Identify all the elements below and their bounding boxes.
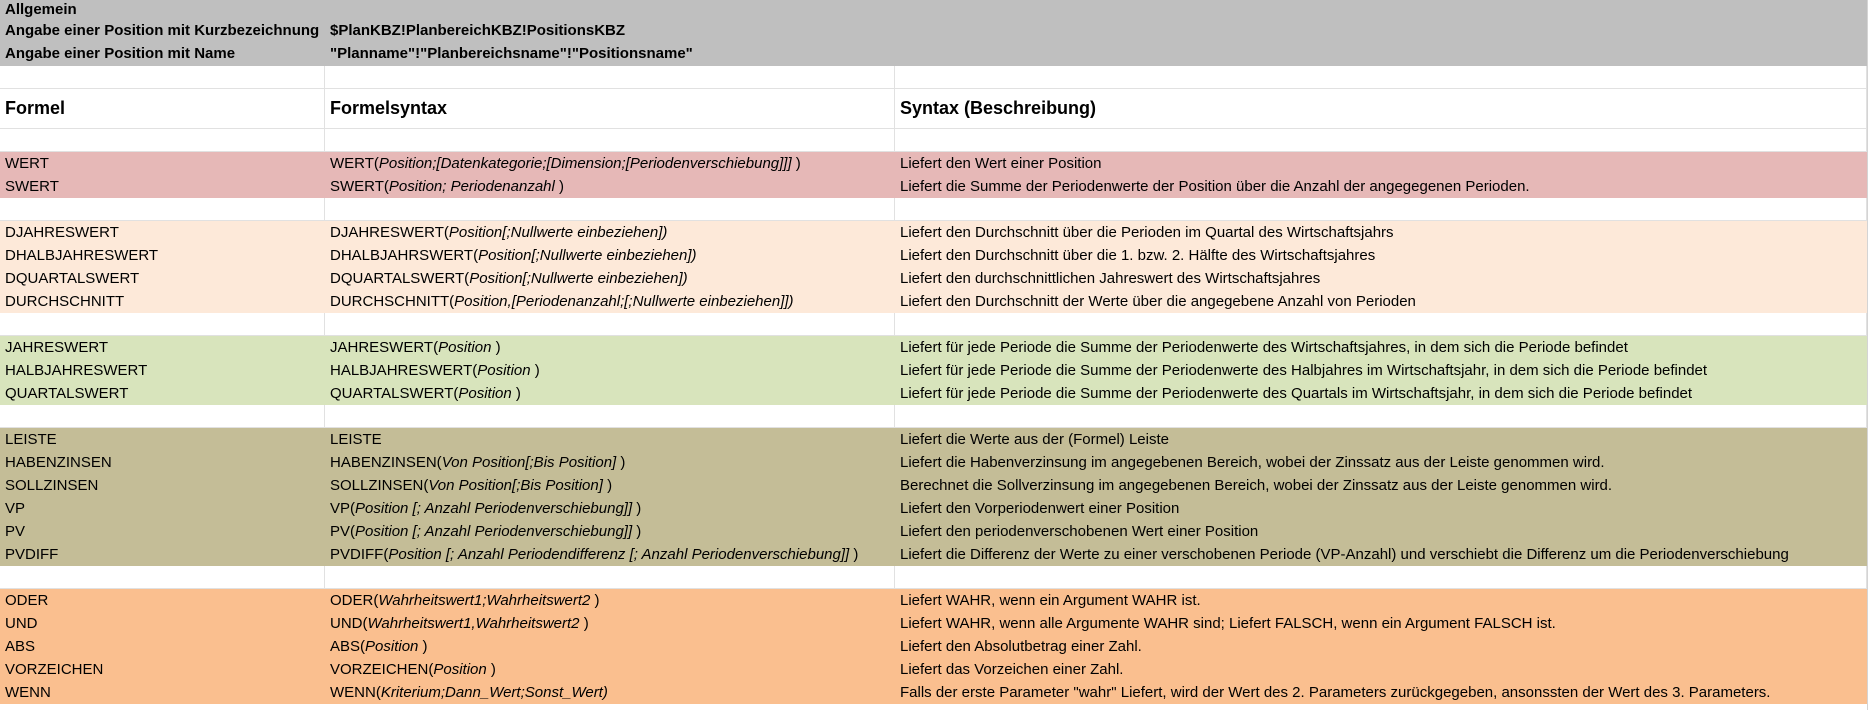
formula-description[interactable]: Liefert den Durchschnitt der Werte über die angegebene Anzahl von Perioden bbox=[900, 293, 1416, 310]
syntax-close: ) bbox=[632, 523, 642, 540]
syntax-arguments: Kriterium;Dann_Wert;Sonst_Wert) bbox=[380, 684, 608, 701]
formula-row[interactable] bbox=[0, 244, 1867, 267]
empty-cell[interactable] bbox=[325, 198, 895, 221]
formula-syntax[interactable] bbox=[325, 428, 895, 451]
formula-description[interactable]: Liefert für jede Periode die Summe der Periodenwerte des Wirtschaftsjahres, in dem sich die Periode befindet bbox=[900, 339, 1628, 356]
formula-description[interactable]: Liefert WAHR, wenn alle Argumente WAHR sind; Liefert FALSCH, wenn ein Argument FALSCH ist. bbox=[900, 615, 1556, 632]
general-row[interactable] bbox=[0, 0, 1867, 19]
formula-description[interactable]: Liefert für jede Periode die Summe der Periodenwerte des Quartals im Wirtschaftsjahr, in dem sich die Periode befindet bbox=[900, 385, 1693, 402]
syntax-arguments: Position bbox=[433, 661, 487, 678]
syntax-function: HABENZINSEN( bbox=[330, 454, 442, 471]
syntax-arguments: Position;[Datenkategorie;[Dimension;[Periodenverschiebung]]] bbox=[378, 155, 792, 172]
syntax-close: ) bbox=[602, 477, 613, 494]
formula-row[interactable] bbox=[0, 520, 1867, 543]
formula-syntax[interactable] bbox=[325, 221, 895, 244]
formula-syntax[interactable] bbox=[325, 612, 895, 635]
blank-row[interactable] bbox=[0, 66, 1867, 89]
syntax-arguments: Position bbox=[477, 362, 531, 379]
empty-cell[interactable] bbox=[0, 313, 325, 336]
formula-row[interactable] bbox=[0, 589, 1867, 612]
formula-name[interactable]: DHALBJAHRESWERT bbox=[5, 247, 159, 264]
formula-name[interactable]: ODER bbox=[5, 592, 49, 609]
empty-cell[interactable] bbox=[0, 405, 325, 428]
syntax-function: VORZEICHEN( bbox=[330, 661, 434, 678]
formula-row[interactable] bbox=[0, 336, 1867, 359]
empty-cell[interactable] bbox=[325, 405, 895, 428]
syntax-function: PVDIFF( bbox=[330, 546, 389, 563]
syntax-function: DHALBJAHRSWERT( bbox=[330, 247, 479, 264]
syntax-close: ) bbox=[554, 178, 565, 195]
syntax-close: ) bbox=[579, 615, 589, 632]
formula-name[interactable]: DURCHSCHNITT bbox=[5, 293, 125, 310]
syntax-function: HALBJAHRESWERT( bbox=[330, 362, 478, 379]
formula-description[interactable]: Liefert den Durchschnitt über die 1. bzw. 2. Hälfte des Wirtschaftsjahres bbox=[900, 247, 1376, 264]
syntax-function: DJAHRESWERT( bbox=[330, 224, 449, 241]
formula-syntax[interactable] bbox=[325, 451, 895, 474]
empty-cell[interactable] bbox=[325, 129, 895, 152]
formula-syntax[interactable] bbox=[325, 359, 895, 382]
formula-row[interactable] bbox=[0, 451, 1867, 474]
blank-row[interactable] bbox=[0, 566, 1867, 589]
formula-row[interactable] bbox=[0, 175, 1867, 198]
formula-row[interactable] bbox=[0, 152, 1867, 175]
formula-name[interactable]: DJAHRESWERT bbox=[5, 224, 119, 241]
formula-description[interactable]: Berechnet die Sollverzinsung im angegebenen Bereich, wobei der Zinssatz aus der Leiste genommen wird. bbox=[900, 477, 1613, 494]
syntax-arguments: Position [; Anzahl Periodendifferenz [; Anzahl Periodenverschiebung]] bbox=[388, 546, 850, 563]
syntax-function: SOLLZINSEN( bbox=[330, 477, 429, 494]
formula-description[interactable]: Liefert die Werte aus der (Formel) Leiste bbox=[900, 431, 1169, 448]
empty-cell[interactable] bbox=[325, 66, 895, 89]
syntax-function: DQUARTALSWERT( bbox=[330, 270, 470, 287]
syntax-function: ODER( bbox=[330, 592, 379, 609]
formula-row[interactable] bbox=[0, 635, 1867, 658]
formula-row[interactable] bbox=[0, 359, 1867, 382]
empty-cell[interactable] bbox=[895, 405, 1867, 428]
syntax-close: ) bbox=[632, 500, 642, 517]
syntax-function: ABS( bbox=[330, 638, 366, 655]
formula-name[interactable]: WERT bbox=[5, 155, 49, 172]
formula-syntax[interactable] bbox=[325, 244, 895, 267]
syntax-arguments: Position [; Anzahl Periodenverschiebung]] bbox=[355, 523, 633, 540]
formula-description[interactable]: Liefert den durchschnittlichen Jahreswert des Wirtschaftsjahres bbox=[900, 270, 1321, 287]
formula-description[interactable]: Liefert die Summe der Periodenwerte der Position über die Anzahl der angegegenen Perioden. bbox=[900, 178, 1530, 195]
empty-cell[interactable] bbox=[895, 19, 1867, 42]
formula-row[interactable] bbox=[0, 543, 1867, 566]
syntax-function: QUARTALSWERT( bbox=[330, 385, 459, 402]
empty-cell[interactable] bbox=[0, 566, 325, 589]
syntax-arguments: Von Position[;Bis Position] bbox=[428, 477, 603, 494]
syntax-arguments: Position,[Periodenanzahl;[;Nullwerte einbeziehen]]) bbox=[454, 293, 794, 310]
syntax-function: WENN( bbox=[330, 684, 381, 701]
syntax-arguments: Wahrheitswert1,Wahrheitswert2 bbox=[367, 615, 580, 632]
syntax-function: PV( bbox=[330, 523, 356, 540]
empty-cell[interactable] bbox=[895, 566, 1867, 589]
syntax-arguments: Position; Periodenanzahl bbox=[388, 178, 555, 195]
formula-syntax[interactable] bbox=[325, 681, 895, 704]
formula-row[interactable] bbox=[0, 658, 1867, 681]
formula-syntax[interactable] bbox=[325, 382, 895, 405]
formula-name[interactable]: HALBJAHRESWERT bbox=[5, 362, 148, 379]
formula-name[interactable]: PV bbox=[5, 523, 26, 540]
syntax-close: ) bbox=[486, 661, 496, 678]
formula-row[interactable] bbox=[0, 221, 1867, 244]
header-syntax[interactable]: Formelsyntax bbox=[325, 89, 895, 129]
name-label[interactable]: Angabe einer Position mit Name bbox=[0, 42, 325, 66]
header-description[interactable]: Syntax (Beschreibung) bbox=[895, 89, 1867, 129]
empty-cell[interactable] bbox=[895, 313, 1867, 336]
formula-description[interactable]: Liefert den Durchschnitt über die Perioden im Quartal des Wirtschaftsjahrs bbox=[900, 224, 1394, 241]
empty-cell[interactable] bbox=[895, 42, 1867, 66]
syntax-function: VP( bbox=[330, 500, 356, 517]
empty-cell[interactable] bbox=[895, 198, 1867, 221]
formula-name[interactable]: WENN bbox=[5, 684, 51, 701]
syntax-close: ) bbox=[616, 454, 626, 471]
blank-row[interactable] bbox=[0, 313, 1867, 336]
formula-description[interactable]: Liefert die Differenz der Werte zu einer verschobenen Periode (VP-Anzahl) und verschiebt die Differenz um die Periodenverschiebung bbox=[900, 546, 1789, 563]
formula-name[interactable]: ABS bbox=[5, 638, 36, 655]
formula-syntax[interactable] bbox=[325, 152, 895, 175]
blank-row[interactable] bbox=[0, 129, 1867, 152]
formula-name[interactable]: SOLLZINSEN bbox=[5, 477, 99, 494]
syntax-close: ) bbox=[530, 362, 540, 379]
empty-cell[interactable] bbox=[895, 0, 1867, 19]
syntax-close: ) bbox=[418, 638, 428, 655]
sheet-right-edge bbox=[1867, 0, 1871, 710]
syntax-arguments: Position bbox=[365, 638, 419, 655]
syntax-arguments: Position bbox=[438, 339, 492, 356]
syntax-function: LEISTE bbox=[330, 431, 382, 448]
formula-row[interactable] bbox=[0, 290, 1867, 313]
formula-description[interactable]: Liefert den periodenverschobenen Wert einer Position bbox=[900, 523, 1259, 540]
syntax-close: ) bbox=[849, 546, 859, 563]
formula-name[interactable]: SWERT bbox=[5, 178, 59, 195]
formula-name[interactable]: VORZEICHEN bbox=[5, 661, 104, 678]
formula-syntax[interactable] bbox=[325, 635, 895, 658]
general-title[interactable]: Allgemein bbox=[0, 0, 325, 19]
formula-syntax[interactable] bbox=[325, 267, 895, 290]
formula-row[interactable] bbox=[0, 681, 1867, 704]
syntax-close: ) bbox=[590, 592, 600, 609]
syntax-close: ) bbox=[791, 155, 801, 172]
formula-description[interactable]: Liefert für jede Periode die Summe der Periodenwerte des Halbjahres im Wirtschaftsjahr, in dem sich die Periode befindet bbox=[900, 362, 1708, 379]
syntax-arguments: Position[;Nullwerte einbeziehen]) bbox=[469, 270, 688, 287]
formula-syntax[interactable] bbox=[325, 658, 895, 681]
formula-description[interactable]: Liefert das Vorzeichen einer Zahl. bbox=[900, 661, 1124, 678]
syntax-function: UND( bbox=[330, 615, 368, 632]
header-formula[interactable]: Formel bbox=[0, 89, 325, 129]
syntax-function: SWERT( bbox=[330, 178, 389, 195]
column-header-row[interactable] bbox=[0, 89, 1867, 129]
formula-syntax[interactable] bbox=[325, 520, 895, 543]
formula-name[interactable]: QUARTALSWERT bbox=[5, 385, 129, 402]
formula-name[interactable]: LEISTE bbox=[5, 431, 57, 448]
kbz-label[interactable]: Angabe einer Position mit Kurzbezeichnung bbox=[0, 19, 325, 42]
formula-name[interactable]: JAHRESWERT bbox=[5, 339, 109, 356]
formula-name[interactable]: HABENZINSEN bbox=[5, 454, 112, 471]
formula-name[interactable]: DQUARTALSWERT bbox=[5, 270, 140, 287]
empty-cell[interactable] bbox=[895, 129, 1867, 152]
empty-cell[interactable] bbox=[895, 66, 1867, 89]
formula-syntax[interactable] bbox=[325, 336, 895, 359]
formula-description[interactable]: Liefert den Vorperiodenwert einer Position bbox=[900, 500, 1180, 517]
name-value[interactable]: "Planname"!"Planbereichsname"!"Positionsname" bbox=[325, 42, 895, 66]
empty-cell[interactable] bbox=[0, 129, 325, 152]
formula-description[interactable]: Liefert den Absolutbetrag einer Zahl. bbox=[900, 638, 1142, 655]
formula-row[interactable] bbox=[0, 428, 1867, 451]
empty-cell[interactable] bbox=[325, 0, 895, 19]
syntax-function: JAHRESWERT( bbox=[330, 339, 439, 356]
syntax-close: ) bbox=[491, 339, 501, 356]
syntax-arguments: Position[;Nullwerte einbeziehen]) bbox=[448, 224, 668, 241]
empty-cell[interactable] bbox=[325, 566, 895, 589]
syntax-close: ) bbox=[511, 385, 521, 402]
syntax-function: DURCHSCHNITT( bbox=[330, 293, 455, 310]
empty-cell[interactable] bbox=[0, 66, 325, 89]
formula-name[interactable]: VP bbox=[5, 500, 26, 517]
formula-row[interactable] bbox=[0, 474, 1867, 497]
formula-syntax[interactable] bbox=[325, 290, 895, 313]
empty-cell[interactable] bbox=[0, 198, 325, 221]
formula-syntax[interactable] bbox=[325, 497, 895, 520]
formula-row[interactable] bbox=[0, 497, 1867, 520]
formula-row[interactable] bbox=[0, 612, 1867, 635]
formula-row[interactable] bbox=[0, 267, 1867, 290]
formula-syntax[interactable] bbox=[325, 175, 895, 198]
syntax-arguments: Position [; Anzahl Periodenverschiebung]] bbox=[355, 500, 633, 517]
formula-syntax[interactable] bbox=[325, 543, 895, 566]
formula-syntax[interactable] bbox=[325, 589, 895, 612]
formula-description[interactable]: Liefert den Wert einer Position bbox=[900, 155, 1102, 172]
kbz-value[interactable]: $PlanKBZ!PlanbereichKBZ!PositionsKBZ bbox=[325, 19, 895, 42]
formula-description[interactable]: Liefert WAHR, wenn ein Argument WAHR ist. bbox=[900, 592, 1201, 609]
formula-syntax[interactable] bbox=[325, 474, 895, 497]
formula-row[interactable] bbox=[0, 382, 1867, 405]
formula-name[interactable]: PVDIFF bbox=[5, 546, 59, 563]
name-row[interactable] bbox=[0, 42, 1867, 66]
formula-name[interactable]: UND bbox=[5, 615, 38, 632]
syntax-arguments: Position bbox=[458, 385, 512, 402]
syntax-arguments: Von Position[;Bis Position] bbox=[441, 454, 617, 471]
syntax-arguments: Position[;Nullwerte einbeziehen]) bbox=[478, 247, 697, 264]
syntax-function: WERT( bbox=[330, 155, 379, 172]
syntax-arguments: Wahrheitswert1;Wahrheitswert2 bbox=[378, 592, 591, 609]
formula-description[interactable]: Liefert die Habenverzinsung im angegebenen Bereich, wobei der Zinssatz aus der Leiste genommen wird. bbox=[900, 454, 1605, 471]
empty-cell[interactable] bbox=[325, 313, 895, 336]
kbz-row[interactable] bbox=[0, 19, 1867, 42]
blank-row[interactable] bbox=[0, 405, 1867, 428]
formula-description[interactable]: Falls der erste Parameter "wahr" Liefert, wird der Wert des 2. Parameters zurückgegeben, ansonssten der Wert des 3. Parameters. bbox=[900, 684, 1771, 701]
blank-row[interactable] bbox=[0, 198, 1867, 221]
